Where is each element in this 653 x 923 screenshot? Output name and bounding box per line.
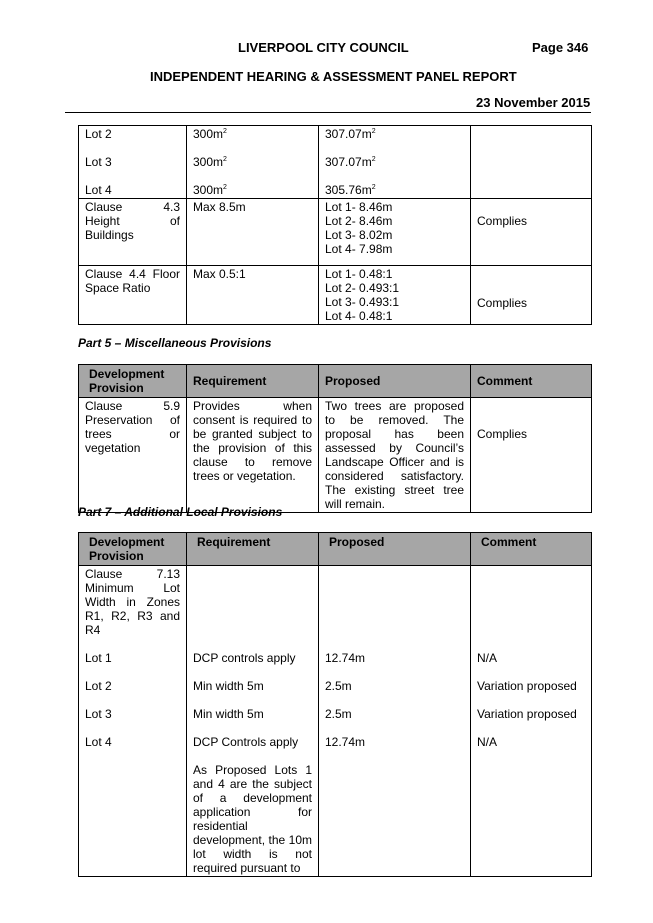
requirement-cell: Max 8.5m <box>187 199 319 266</box>
proposed-cell: Two trees are proposed to be removed. The proposal has been assessed by Council’s Landscape Officer and is considered satisfactory. The existing street tree will remain. <box>319 398 471 513</box>
requirement-cell: Provides when consent is required to be granted subject to the provision of this clause to remove trees or vegetation. <box>187 398 319 513</box>
report-title: INDEPENDENT HEARING & ASSESSMENT PANEL REPORT <box>150 69 517 84</box>
lot-cell: Lot 2 Lot 3 Lot 4 <box>79 126 187 199</box>
comment-cell: N/A Variation proposed Variation proposed N/A <box>471 566 592 877</box>
part7-title: Part 7 – Additional Local Provisions <box>78 505 283 519</box>
column-header: Comment <box>471 533 592 566</box>
column-header: Comment <box>471 365 592 398</box>
table-row <box>79 199 592 266</box>
proposed-cell: $307.07m^2$ $307.07m^2$ $305.76m^2$ <box>319 126 471 199</box>
column-header: Development Provision <box>79 365 187 398</box>
report-date: 23 November 2015 <box>476 95 591 110</box>
comment-cell: Complies <box>471 199 592 266</box>
council-name: LIVERPOOL CITY COUNCIL <box>238 40 409 55</box>
part5-table <box>78 364 592 513</box>
provision-cell: Clause 7.13 Minimum Lot Width in Zones R1, R2, R3 and R4 Lot 1 Lot 2 Lot 3 Lot 4 <box>79 566 187 877</box>
table-row <box>79 398 592 513</box>
lot-width-note: As Proposed Lots 1 and 4 are the subject of a development application for residential development, the 10m lot width is not required pursuant to <box>193 763 312 875</box>
part7-table <box>78 532 592 877</box>
provision-cell: Clause 5.9 Preservation of trees or vegetation <box>79 398 187 513</box>
column-header: Proposed <box>319 365 471 398</box>
column-header: Development Provision <box>79 533 187 566</box>
clause-cell: Clause 4.4 Floor Space Ratio <box>79 266 187 325</box>
column-header: Proposed <box>319 533 471 566</box>
comment-cell <box>471 126 592 199</box>
proposed-cell: Lot 1- 8.46m Lot 2- 8.46m Lot 3- 8.02m Lot 4- 7.98m <box>319 199 471 266</box>
comment-cell: Complies <box>471 398 592 513</box>
part5-title: Part 5 – Miscellaneous Provisions <box>78 336 272 350</box>
requirement-cell: Max 0.5:1 <box>187 266 319 325</box>
clause-cell: Clause 4.3 Height of Buildings <box>79 199 187 266</box>
page-number: Page 346 <box>532 40 589 55</box>
column-header: Requirement <box>187 533 319 566</box>
table-header-row <box>79 533 592 566</box>
table-row <box>79 266 592 325</box>
comment-cell: Complies <box>471 266 592 325</box>
table-header-row <box>79 365 592 398</box>
table-row <box>79 566 592 877</box>
header-rule <box>65 112 591 113</box>
table-row <box>79 126 592 199</box>
development-standards-table <box>78 125 592 325</box>
requirement-cell: DCP controls apply Min width 5m Min width 5m DCP Controls apply As Proposed Lots 1 and 4 are the subject of a development application for residential development, the 10m lot width is not required pursuant to <box>187 566 319 877</box>
proposed-cell: Lot 1- 0.48:1 Lot 2- 0.493:1 Lot 3- 0.493:1 Lot 4- 0.48:1 <box>319 266 471 325</box>
proposed-cell: 12.74m 2.5m 2.5m 12.74m <box>319 566 471 877</box>
column-header: Requirement <box>187 365 319 398</box>
requirement-cell: $300m^2$ $300m^2$ $300m^2$ <box>187 126 319 199</box>
